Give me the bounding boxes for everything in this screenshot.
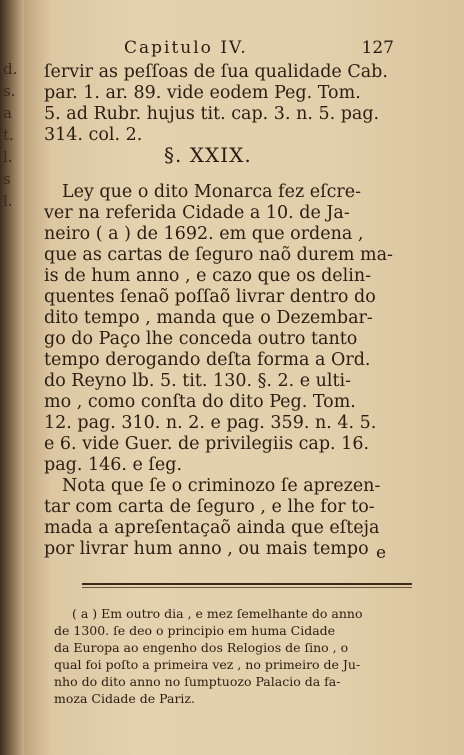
paragraph-line: do Reyno lb. 5. tit. 130. §. 2. e ulti-: [44, 371, 352, 391]
paragraph-line: quentes ſenaõ poſſaõ livrar dentro do: [44, 287, 376, 307]
text-line: ſervir as peſſoas de ſua qualidade Cab.: [44, 62, 388, 82]
paragraph-line: tar com carta de ſeguro , e lhe for to-: [44, 497, 375, 517]
margin-fragment: l.: [3, 192, 13, 210]
margin-fragment: s: [3, 170, 11, 188]
facing-page-edge: [0, 0, 24, 755]
book-page: [24, 0, 464, 755]
footnote-rule-thin: [82, 587, 412, 588]
paragraph-line: Nota que ſe o criminozo ſe aprezen-: [62, 476, 381, 496]
margin-fragment: a: [3, 104, 12, 122]
paragraph-line: mo , como conſta do dito Peg. Tom.: [44, 392, 356, 412]
footnote-line: nho do dito anno no ſumptuozo Palacio da fa-: [54, 674, 341, 689]
text-line: par. 1. ar. 89. vide eodem Peg. Tom.: [44, 83, 361, 103]
footnote-line: ( a ) Em outro dia , e mez ſemelhante do anno: [72, 606, 363, 621]
margin-fragment: t.: [3, 126, 14, 144]
margin-fragment: l.: [3, 148, 13, 166]
text-line: 5. ad Rubr. hujus tit. cap. 3. n. 5. pag.: [44, 104, 380, 124]
footnote-line: da Europa ao engenho dos Relogios de ſino , o: [54, 640, 349, 655]
page-header: [124, 38, 394, 60]
margin-fragment: s.: [3, 82, 16, 100]
section-heading: §. XXIX.: [164, 143, 252, 167]
paragraph-line: tempo derogando deſta forma a Ord.: [44, 350, 371, 370]
paragraph-line: 12. pag. 310. n. 2. e pag. 359. n. 4. 5.: [44, 413, 377, 433]
paragraph-line: mada a apreſentaçaõ ainda que eſteja: [44, 518, 380, 538]
paragraph-line: dito tempo , manda que o Dezembar-: [44, 308, 373, 328]
paragraph-line: por livrar hum anno , ou mais tempo: [44, 539, 369, 559]
text-line: 314. col. 2.: [44, 125, 143, 145]
paragraph-line: pag. 146. e ſeg.: [44, 455, 183, 475]
running-title: Capitulo IV.: [124, 38, 248, 58]
paragraph-line: e 6. vide Guer. de privilegiis cap. 16.: [44, 434, 370, 454]
paragraph-line: is de hum anno , e cazo que os delin-: [44, 266, 372, 286]
footnote-line: de 1300. ſe deo o principio em huma Cidade: [54, 623, 336, 638]
footnote-line: moza Cidade de Pariz.: [54, 691, 195, 706]
paragraph-line: neiro ( a ) de 1692. em que ordena ,: [44, 224, 364, 244]
paragraph-line: que as cartas de ſeguro naõ durem ma-: [44, 245, 393, 265]
paragraph-line: go do Paço lhe conceda outro tanto: [44, 329, 358, 349]
paragraph-line: Ley que o dito Monarca fez eſcre-: [62, 182, 362, 202]
footnote-line: qual foi poſto a primeira vez , no primeiro de Ju-: [54, 657, 361, 672]
catchword: e: [375, 543, 386, 563]
footnote-rule: [82, 583, 412, 585]
margin-fragment: d.: [3, 60, 18, 78]
paragraph-line: ver na referida Cidade a 10. de Ja-: [44, 203, 350, 223]
page-number: 127: [361, 38, 394, 58]
